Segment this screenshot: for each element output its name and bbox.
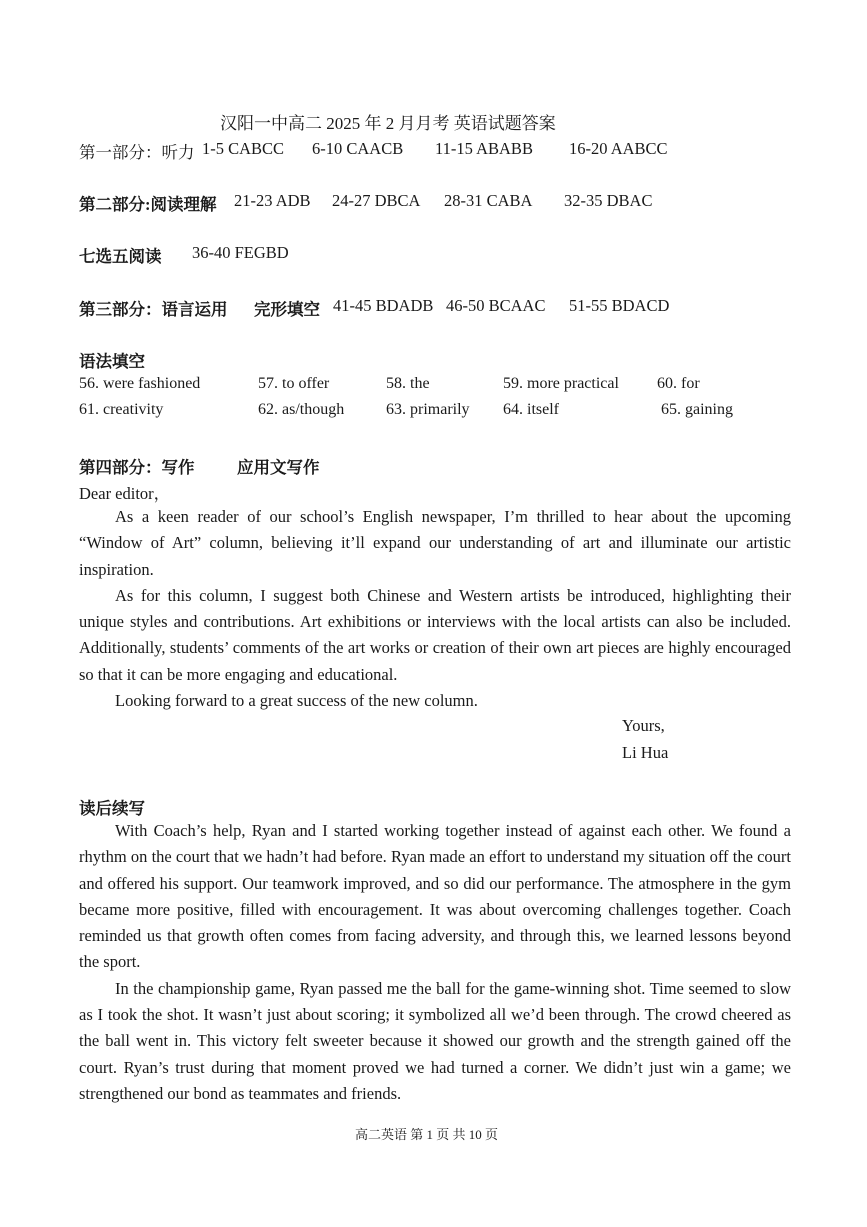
- part4-label: 第四部分：写作: [79, 458, 195, 477]
- part3-answer-1: 41-45 BDADB: [333, 296, 434, 315]
- grammar-item: 62. as/though: [258, 401, 345, 418]
- grammar-item: 57. to offer: [258, 375, 330, 392]
- grammar-label: 语法填空: [79, 352, 145, 371]
- practical-writing-label: 应用文写作: [237, 458, 320, 477]
- part2-answer-2: 24-27 DBCA: [332, 191, 421, 210]
- page-footer: 高二英语 第 1 页 共 10 页: [355, 1127, 499, 1142]
- letter-paragraph: As for this column, I suggest both Chinese and Western artists be introduced, highlighting their unique styles and contributions. Art exhibitions or interviews with the local artists can also be included. Additionally, students’ comments of the art works or creation of their own art pieces are highly encouraged so that it can be more engaging and educational.: [79, 585, 791, 684]
- part1-answer-2: 6-10 CAACB: [312, 139, 404, 158]
- part2-answer-1: 21-23 ADB: [234, 191, 311, 210]
- grammar-item: 61. creativity: [79, 401, 164, 418]
- part2-answer-4: 32-35 DBAC: [564, 191, 653, 210]
- grammar-item: 59. more practical: [503, 375, 619, 392]
- letter-greeting: Dear editor，: [79, 484, 171, 503]
- seven-five-answers: 36-40 FEGBD: [192, 243, 289, 262]
- part3-answer-2: 46-50 BCAAC: [446, 296, 546, 315]
- grammar-item: 63. primarily: [386, 401, 470, 418]
- continuation-paragraph: In the championship game, Ryan passed me the ball for the game-winning shot. Time seemed to slow as I took the shot. It wasn’t just about scoring; it symbolized all we’d been through. The crowd cheered as the ball went in. This victory felt sweeter because it showed our growth and the strength gained off the court. Ryan’s trust during that moment proved we had turned a corner. We didn’t just win a game; we strengthened our bond as teammates and friends.: [79, 978, 791, 1103]
- letter-body: [79, 504, 791, 714]
- page-title: 汉阳一中高二 2025 年 2 月月考 英语试题答案: [220, 114, 556, 133]
- continuation-paragraph: With Coach’s help, Ryan and I started working together instead of against each other. We found a rhythm on the court that we hadn’t had before. Ryan made an effort to understand my situation off the court and offered his support. Our teamwork improved, and so did our performance. The atmosphere in the gym became more positive, filled with encouragement. It was about overcoming challenges together. Coach reminded us that growth often comes from facing adversity, and through this, we learned lessons beyond the sport.: [79, 821, 791, 972]
- letter-closing: Yours,: [622, 716, 665, 735]
- part1-answer-3: 11-15 ABABB: [435, 139, 533, 158]
- letter-paragraph: As a keen reader of our school’s English newspaper, I’m thrilled to hear about the upcoming “Window of Art” column, believing it’ll expand our understanding of art and illuminate our artistic inspiration.: [79, 507, 791, 579]
- part3-label: 第三部分：语言运用: [79, 300, 228, 319]
- part2-label: 第二部分:阅读理解: [79, 195, 217, 214]
- grammar-item: 64. itself: [503, 401, 559, 418]
- part1-answer-1: 1-5 CABCC: [202, 139, 285, 158]
- grammar-item: 60. for: [657, 375, 700, 392]
- continuation-label: 读后续写: [79, 799, 145, 818]
- grammar-item: 56. were fashioned: [79, 375, 201, 392]
- seven-five-label: 七选五阅读: [79, 247, 162, 266]
- grammar-item: 65. gaining: [661, 401, 733, 418]
- part1-answer-4: 16-20 AABCC: [569, 139, 668, 158]
- letter-paragraph: Looking forward to a great success of the new column.: [115, 691, 478, 711]
- part3-answer-3: 51-55 BDACD: [569, 296, 670, 315]
- cloze-label: 完形填空: [254, 300, 320, 319]
- grammar-item: 58. the: [386, 375, 430, 392]
- continuation-body: [79, 818, 791, 1107]
- letter-signature: Li Hua: [622, 743, 669, 762]
- part1-label: 第一部分：听力: [79, 143, 195, 162]
- part2-answer-3: 28-31 CABA: [444, 191, 533, 210]
